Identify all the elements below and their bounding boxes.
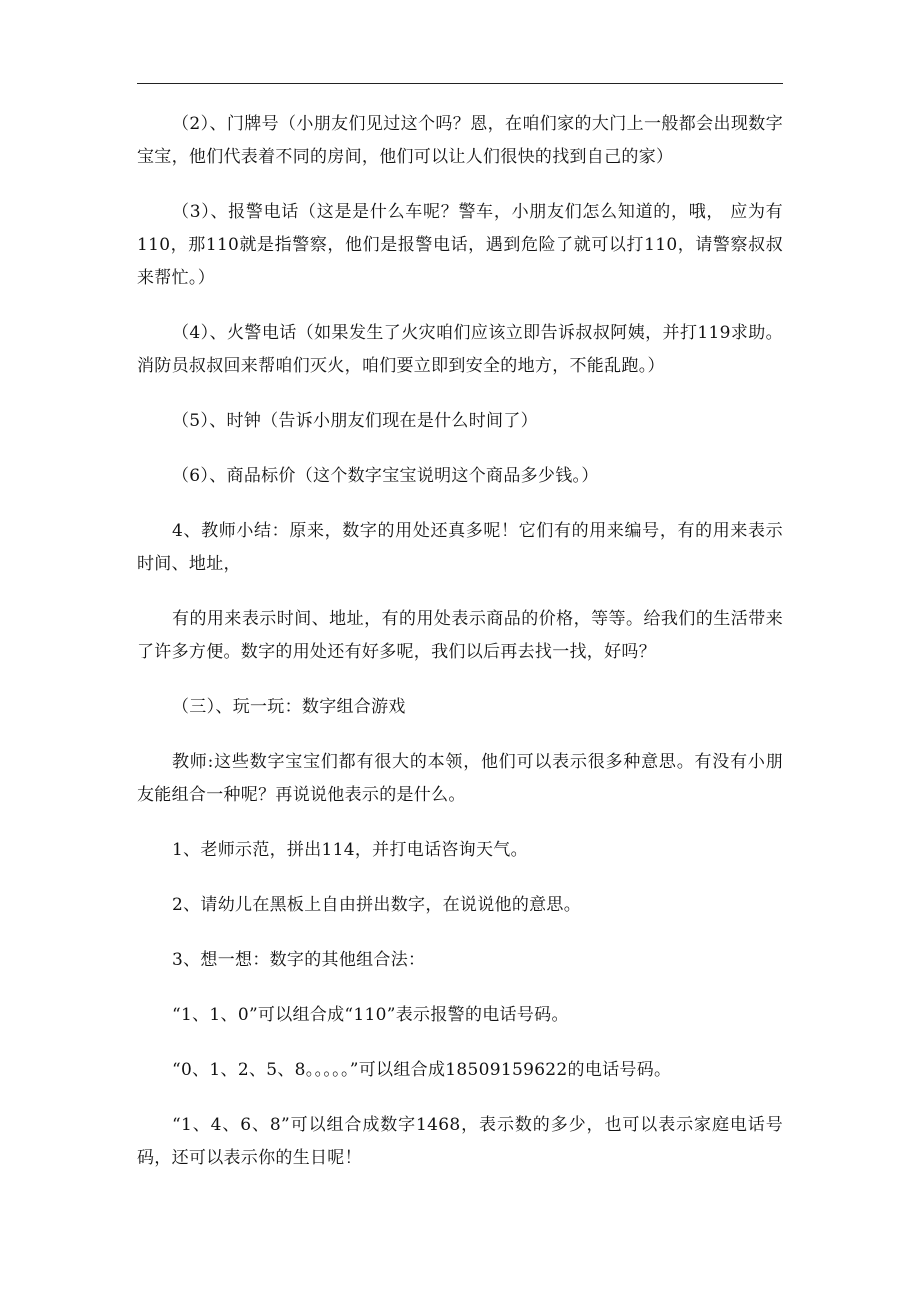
paragraph-door-number: （2）、门牌号（小朋友们见过这个吗？恩，在咱们家的大门上一般都会出现数字宝宝，他们代表着不同的房间，他们可以让人们很快的找到自己的家） bbox=[137, 114, 783, 167]
step-demonstration: 1、老师示范，拼出114，并打电话咨询天气。 bbox=[172, 840, 528, 860]
paragraph-teacher-intro: 教师:这些数字宝宝们都有很大的本领，他们可以表示很多种意思。有没有小朋友能组合一种呢？再说说他表示的是什么。 bbox=[137, 752, 783, 805]
section-heading-game: （三）、玩一玩：数字组合游戏 bbox=[172, 697, 406, 717]
paragraph-teacher-summary: 4、教师小结：原来，数字的用处还真多呢！它们有的用来编号，有的用来表示时间、地址， bbox=[137, 521, 783, 574]
paragraph-fire-phone: （4）、火警电话（如果发生了火灾咱们应该立即告诉叔叔阿姨，并打119求助。消防员叔叔回来帮咱们灭火，咱们要立即到安全的地方，不能乱跑。） bbox=[137, 323, 783, 376]
example-110: “1、1、0”可以组合成“110”表示报警的电话号码。 bbox=[172, 1005, 569, 1025]
step-free-compose: 2、请幼儿在黑板上自由拼出数字，在说说他的意思。 bbox=[172, 895, 582, 915]
step-think: 3、想一想：数字的其他组合法： bbox=[172, 950, 426, 970]
paragraph-police-phone: （3）、报警电话（这是是什么车呢？警车，小朋友们怎么知道的，哦， 应为有110，那110就是指警察，他们是报警电话，遇到危险了就可以打110，请警察叔叔来帮忙。） bbox=[137, 202, 783, 288]
example-phone-number: “0、1、2、5、8。。。。。”可以组合成18509159622的电话号码。 bbox=[172, 1060, 672, 1080]
example-1468: “1、4、6、8”可以组合成数字1468，表示数的多少，也可以表示家庭电话号码，还可以表示你的生日呢！ bbox=[137, 1115, 783, 1168]
header-rule bbox=[137, 83, 783, 84]
document-body bbox=[137, 108, 783, 1197]
paragraph-clock: （5）、时钟（告诉小朋友们现在是什么时间了） bbox=[172, 411, 538, 431]
paragraph-price-tag: （6）、商品标价（这个数字宝宝说明这个商品多少钱。） bbox=[172, 466, 599, 486]
paragraph-summary-continued: 有的用来表示时间、地址，有的用处表示商品的价格，等等。给我们的生活带来了许多方便。数字的用处还有好多呢，我们以后再去找一找，好吗？ bbox=[137, 609, 783, 662]
